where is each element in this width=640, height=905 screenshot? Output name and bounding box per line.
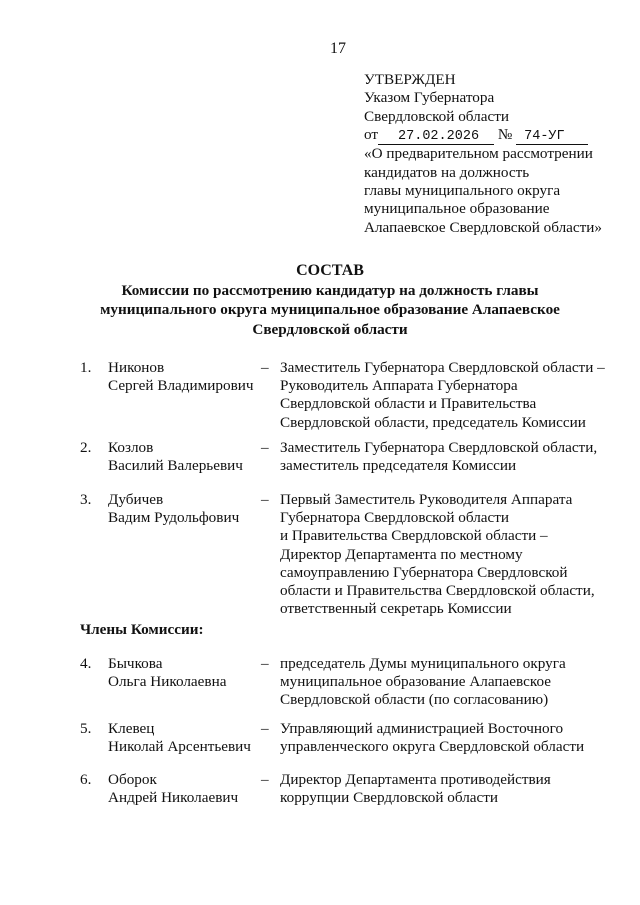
title-line-0: Комиссии по рассмотрению кандидатур на должность главы — [121, 281, 539, 299]
member-position — [280, 771, 625, 807]
surname: Козлов — [108, 439, 154, 456]
position-line: заместитель председателя Комиссии — [280, 457, 517, 475]
position-line: Свердловской области (по согласованию) — [280, 691, 549, 709]
member-name — [108, 655, 278, 691]
member-position — [280, 359, 625, 432]
approval-subject-4: Алапаевское Свердловской области» — [364, 218, 602, 236]
page-number: 17 — [330, 40, 346, 57]
document-title — [60, 261, 600, 339]
position-line: управленческого округа Свердловской области — [280, 738, 585, 756]
given-names: Василий Валерьевич — [108, 457, 243, 475]
number-prefix: № — [497, 126, 513, 144]
given-names: Андрей Николаевич — [108, 789, 239, 807]
approval-subject-0: «О предварительном рассмотрении — [364, 145, 593, 163]
member-position — [280, 655, 625, 710]
approval-subject-2: главы муниципального округа — [364, 182, 561, 200]
approval-date-line — [364, 126, 602, 145]
item-number: 6. — [80, 771, 92, 788]
dash-separator: – — [261, 491, 269, 508]
position-line: Первый Заместитель Руководителя Аппарата — [280, 491, 573, 508]
member-position — [280, 720, 625, 756]
approval-line-1: Указом Губернатора — [364, 89, 495, 107]
decree-number: 74-УГ — [516, 130, 588, 145]
item-number: 1. — [80, 359, 92, 376]
decree-date: 27.02.2026 — [378, 130, 494, 145]
member-name — [108, 439, 278, 475]
surname: Никонов — [108, 359, 165, 376]
member-name — [108, 771, 278, 807]
position-line: коррупции Свердловской области — [280, 789, 499, 807]
approval-stamp — [364, 71, 602, 237]
position-line: Управляющий администрацией Восточного — [280, 720, 564, 737]
position-line: Свердловской области, председатель Комиссии — [280, 413, 586, 431]
position-line: области и Правительства Свердловской области, — [280, 582, 595, 600]
position-line: муниципальное образование Алапаевское — [280, 673, 551, 691]
item-number: 4. — [80, 655, 92, 672]
members-heading: Члены Комиссии: — [80, 621, 204, 638]
approval-subject-1: кандидатов на должность — [364, 163, 530, 181]
position-line: и Правительства Свердловской области – — [280, 527, 548, 545]
member-name — [108, 491, 278, 527]
dash-separator: – — [261, 771, 269, 788]
item-number: 3. — [80, 491, 92, 508]
position-line: самоуправлению Губернатора Свердловской — [280, 563, 568, 581]
title-line-2: Свердловской области — [252, 320, 408, 338]
surname: Бычкова — [108, 655, 163, 672]
position-line: Заместитель Губернатора Свердловской области – — [280, 359, 605, 376]
title-line-1: муниципального округа муниципальное образование Алапаевское — [100, 301, 560, 318]
position-line: ответственный секретарь Комиссии — [280, 600, 512, 618]
position-line: Директор Департамента противодействия — [280, 771, 551, 788]
position-line: Свердловской области и Правительства — [280, 395, 537, 413]
member-position — [280, 439, 625, 475]
given-names: Николай Арсентьевич — [108, 738, 251, 756]
dash-separator: – — [261, 720, 269, 737]
surname: Оборок — [108, 771, 157, 788]
given-names: Вадим Рудольфович — [108, 509, 240, 527]
position-line: Заместитель Губернатора Свердловской области, — [280, 439, 598, 456]
member-position — [280, 491, 625, 618]
surname: Дубичев — [108, 491, 164, 508]
approval-line-2: Свердловской области — [364, 107, 509, 125]
item-number: 2. — [80, 439, 92, 456]
position-line: председатель Думы муниципального округа — [280, 655, 566, 672]
date-prefix: от — [364, 126, 379, 144]
member-name — [108, 359, 278, 395]
given-names: Сергей Владимирович — [108, 377, 254, 395]
member-name — [108, 720, 278, 756]
dash-separator: – — [261, 655, 269, 672]
dash-separator: – — [261, 359, 269, 376]
position-line: Губернатора Свердловской области — [280, 509, 510, 527]
surname: Клевец — [108, 720, 155, 737]
title-main: СОСТАВ — [296, 262, 364, 279]
approval-subject-3: муниципальное образование — [364, 200, 550, 218]
position-line: Руководитель Аппарата Губернатора — [280, 377, 518, 395]
item-number: 5. — [80, 720, 92, 737]
approval-status: УТВЕРЖДЕН — [364, 71, 456, 88]
given-names: Ольга Николаевна — [108, 673, 227, 691]
position-line: Директор Департамента по местному — [280, 545, 523, 563]
dash-separator: – — [261, 439, 269, 456]
